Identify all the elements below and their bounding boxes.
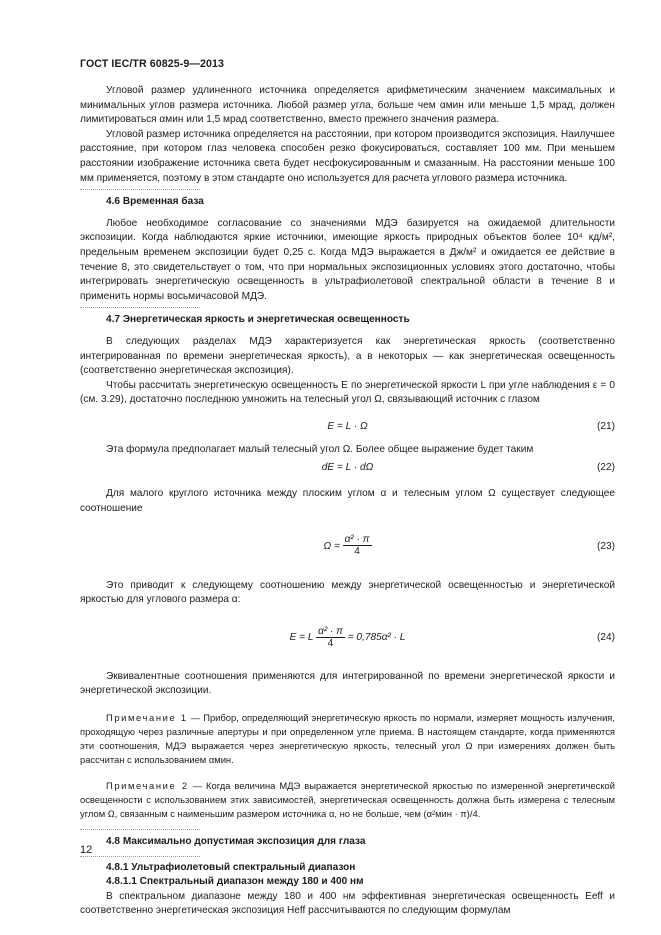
equation-24 (80, 622, 615, 654)
note-2-label: Примечание 2 (106, 780, 189, 792)
note-1 (80, 711, 615, 767)
equation-21-body: E = L · Ω (327, 420, 368, 432)
equation-23-numerator: α² · π (344, 534, 370, 546)
equation-22 (80, 461, 615, 475)
section-divider (80, 189, 200, 191)
paragraph-time-base: Любое необходимое согласование со значениями МДЭ базируется на ожидаемой длительности экспозиции. Когда наблюдаются яркие источники, имеющие яркость природных объектов более 10⁴ кд/м², предельным временем экспозиции будет 0,25 с. Когда МДЭ выражается в Дж/м² и ожидается ее действие в течение 8, это свидетельствует о том, что при нормальных экспозиционных условиях этого достаточно, чтобы интегрировать энергетическую освещенность в ультрафиолетовой спектральной области в течение 8 и применить нормы восьмичасовой МДЭ. (80, 217, 615, 302)
equation-22-number: (22) (597, 462, 615, 474)
section-4-8-1-heading: 4.8.1 Ультрафиолетовый спектральный диапазон (106, 861, 356, 873)
paragraph-relation: Это приводит к следующему соотношению между энергетической освещенностью и энергетической яркостью для углового размера α: (80, 579, 615, 606)
equation-23-fraction (343, 534, 372, 557)
paragraph-spectral-range: В спектральном диапазоне между 180 и 400 нм эффективная энергетическая освещенность Eeff и соответственно энергетическая экспозиция Heff рассчитываются по следующим формулам (80, 890, 615, 917)
note-1-label: Примечание 1 (106, 712, 188, 724)
equation-24-numerator: α² · π (318, 625, 343, 637)
note-2 (80, 779, 615, 821)
equation-23-lhs: Ω = (323, 540, 340, 552)
paragraph-distance: Угловой размер источника определяется на расстоянии, при котором производится экспозиция. Наилучшее расстояние, при котором глаз человека способен резко фокусироваться, составляет 100 мм. При меньшем расстоянии изображение источника света будет несфокусированным и смазанным. На расстоянии меньше 100 мм применяется, поэтому в этом стандарте оно используется для расчета углового размера источника. (80, 128, 615, 184)
paragraph-angular-size: Угловой размер удлиненного источника определяется арифметическим значением максимальных и минимальных углов размера источника. Любой размер угла, больше чем αмин или меньше 1,5 мрад, должен лимитироваться αмин или 1,5 мрад соответственно, вместо прежнего значения размера. (80, 85, 615, 126)
equation-23-number: (23) (597, 540, 615, 552)
section-4-7-heading: 4.7 Энергетическая яркость и энергетическая освещенность (106, 314, 410, 326)
section-divider (80, 829, 200, 831)
section-4-6-heading: 4.6 Временная база (106, 196, 204, 208)
equation-23 (80, 531, 615, 563)
page-number: 12 (80, 844, 93, 856)
equation-22-body: dE = L · dΩ (321, 462, 374, 474)
equation-24-lhs: E = L (289, 631, 314, 643)
equation-24-rhs: = 0,785α² · L (347, 631, 406, 643)
paragraph-circular-source: Для малого круглого источника между плоским углом α и телесным углом Ω существует следующее соотношение (80, 488, 615, 515)
equation-21 (80, 420, 615, 434)
section-4-8-heading: 4.8 Максимально допустимая экспозиция для глаза (106, 836, 366, 848)
equation-24-denominator: 4 (327, 637, 334, 649)
equation-21-number: (21) (597, 420, 615, 432)
document-header: ГОСТ IEC/TR 60825-9—2013 (80, 58, 225, 70)
paragraph-equivalent: Эквивалентные соотношения применяются для интегрированной по времени энергетической яркости и энергетической экспозиции. (80, 670, 615, 697)
section-divider (80, 307, 200, 309)
paragraph-radiance-intro: В следующих разделах МДЭ характеризуется как энергетическая яркость (соответственно интегрированная по времени энергетическая яркость), а в некоторых — как энергетическая освещенность (соответственно энергетическая экспозиция). (80, 335, 615, 377)
page-body (80, 84, 615, 919)
equation-24-number: (24) (597, 631, 615, 643)
note-2-text: — Когда величина МДЭ выражается энергетической яркостью по измеренной энергетической освещенности с использованием этих зависимостей, энергетическая освещенность должна быть измерена с телесным углом Ω, связанным с наименьшим размером источника α, но не больше, чем (α²мин · π)/4. (80, 780, 615, 820)
equation-24-fraction (316, 626, 345, 649)
equation-23-denominator: 4 (354, 546, 360, 558)
paragraph-small-solid-angle: Эта формула предполагает малый телесный угол Ω. Более общее выражение будет таким (106, 443, 534, 455)
section-4-8-1-1-heading: 4.8.1.1 Спектральный диапазон между 180 и 400 нм (106, 876, 364, 888)
note-1-text: — Прибор, определяющий энергетическую яркость по нормали, измеряет мощность излучения, проходящую через различные апертуры и при определенном угле приема. В настоящем стандарте, когда применяются эти соотношения, МДЭ выражается через энергетическую яркость, телесный угол Ω при измерениях должен быть рассчитан с использованием αмин. (80, 712, 615, 766)
paragraph-irradiance-calc: Чтобы рассчитать энергетическую освещенность E по энергетической яркости L при угле наблюдения ε = 0 (см. 3.29), достаточно последнюю умножить на телесный угол Ω, связывающий источник с глазом (80, 379, 615, 406)
